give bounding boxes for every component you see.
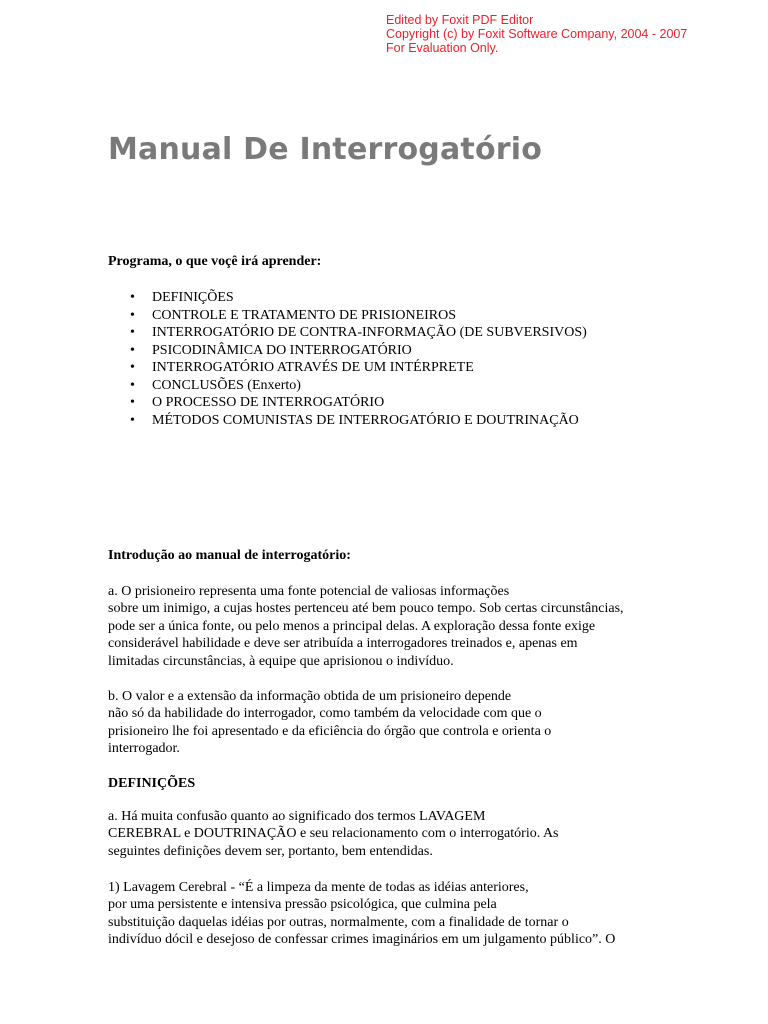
bullet-icon: • [130, 412, 135, 428]
list-item [108, 394, 587, 412]
text-line: interrogador. [108, 741, 180, 757]
watermark-line: Copyright (c) by Foxit Software Company, 2004 - 2007 [386, 27, 688, 41]
text-line: considerável habilidade e deve ser atribuída a interrogadores treinados e, apenas em [108, 636, 578, 652]
bullet-icon: • [130, 307, 135, 323]
list-item-label: PSICODINÂMICA DO INTERROGATÓRIO [152, 342, 412, 358]
text-line: pode ser a única fonte, ou pelo menos a principal delas. A exploração dessa fonte exige [108, 618, 596, 634]
text-line: a. Há muita confusão quanto ao significado dos termos LAVAGEM [108, 809, 486, 824]
bullet-icon: • [130, 342, 135, 358]
text-line: limitadas circunstâncias, à equipe que aprisionou o indivíduo. [108, 653, 454, 669]
foxit-watermark [386, 13, 687, 55]
list-item [108, 342, 587, 360]
program-list [108, 289, 587, 429]
text-line: b. O valor e a extensão da informação obtida de um prisioneiro depende [108, 689, 512, 704]
text-line: por uma persistente e intensiva pressão psicológica, que culmina pela [108, 897, 497, 913]
text-line: CEREBRAL e DOUTRINAÇÃO e seu relacionamento com o interrogatório. As [108, 826, 559, 842]
definitions-heading: DEFINIÇÕES [108, 776, 196, 791]
text-line: seguintes definições devem ser, portanto, bem entendidas. [108, 843, 433, 859]
list-item [108, 324, 587, 342]
list-item [108, 289, 587, 307]
list-item-label: INTERROGATÓRIO ATRAVÉS DE UM INTÉRPRETE [152, 360, 474, 375]
definitions-paragraph-a [108, 808, 668, 860]
text-line: a. O prisioneiro representa uma fonte potencial de valiosas informações [108, 584, 510, 599]
bullet-icon: • [130, 377, 135, 393]
text-line: substituição daquelas idéias por outras, normalmente, com a finalidade de tornar o [108, 914, 569, 930]
list-item [108, 377, 587, 395]
bullet-icon: • [130, 325, 135, 340]
list-item-label: CONTROLE E TRATAMENTO DE PRISIONEIROS [152, 307, 457, 323]
list-item-label: INTERROGATÓRIO DE CONTRA-INFORMAÇÃO (DE SUBVERSIVOS) [152, 325, 587, 340]
intro-heading: Introdução ao manual de interrogatório: [108, 548, 351, 563]
bullet-icon: • [130, 360, 135, 375]
list-item [108, 359, 587, 377]
list-item-label: DEFINIÇÕES [152, 290, 234, 305]
list-item-label: O PROCESSO DE INTERROGATÓRIO [152, 395, 385, 410]
bullet-icon: • [130, 290, 135, 305]
list-item [108, 307, 587, 325]
watermark-line: Edited by Foxit PDF Editor [386, 13, 534, 27]
list-item [108, 412, 587, 430]
text-line: sobre um inimigo, a cujas hostes pertenceu até bem pouco tempo. Sob certas circunstâncias, [108, 601, 624, 617]
text-line: prisioneiro lhe foi apresentado e da eficiência do órgão que controla e orienta o [108, 723, 552, 739]
program-heading: Programa, o que voçê irá aprender: [108, 254, 322, 269]
text-line: indivíduo dócil e desejoso de confessar crimes imaginários em um julgamento público”. O [108, 932, 616, 948]
text-line: 1) Lavagem Cerebral - “É a limpeza da mente de todas as idéias anteriores, [108, 880, 529, 895]
list-item-label: MÉTODOS COMUNISTAS DE INTERROGATÓRIO E DOUTRINAÇÃO [152, 412, 579, 428]
intro-paragraph-b [108, 688, 668, 758]
watermark-line: For Evaluation Only. [386, 41, 499, 55]
bullet-icon: • [130, 395, 135, 410]
definitions-paragraph-1 [108, 879, 668, 949]
intro-paragraph-a [108, 583, 668, 670]
document-title: Manual De Interrogatório [108, 132, 543, 167]
text-line: não só da habilidade do interrogador, como também da velocidade com que o [108, 706, 542, 722]
list-item-label: CONCLUSÕES (Enxerto) [152, 377, 301, 393]
